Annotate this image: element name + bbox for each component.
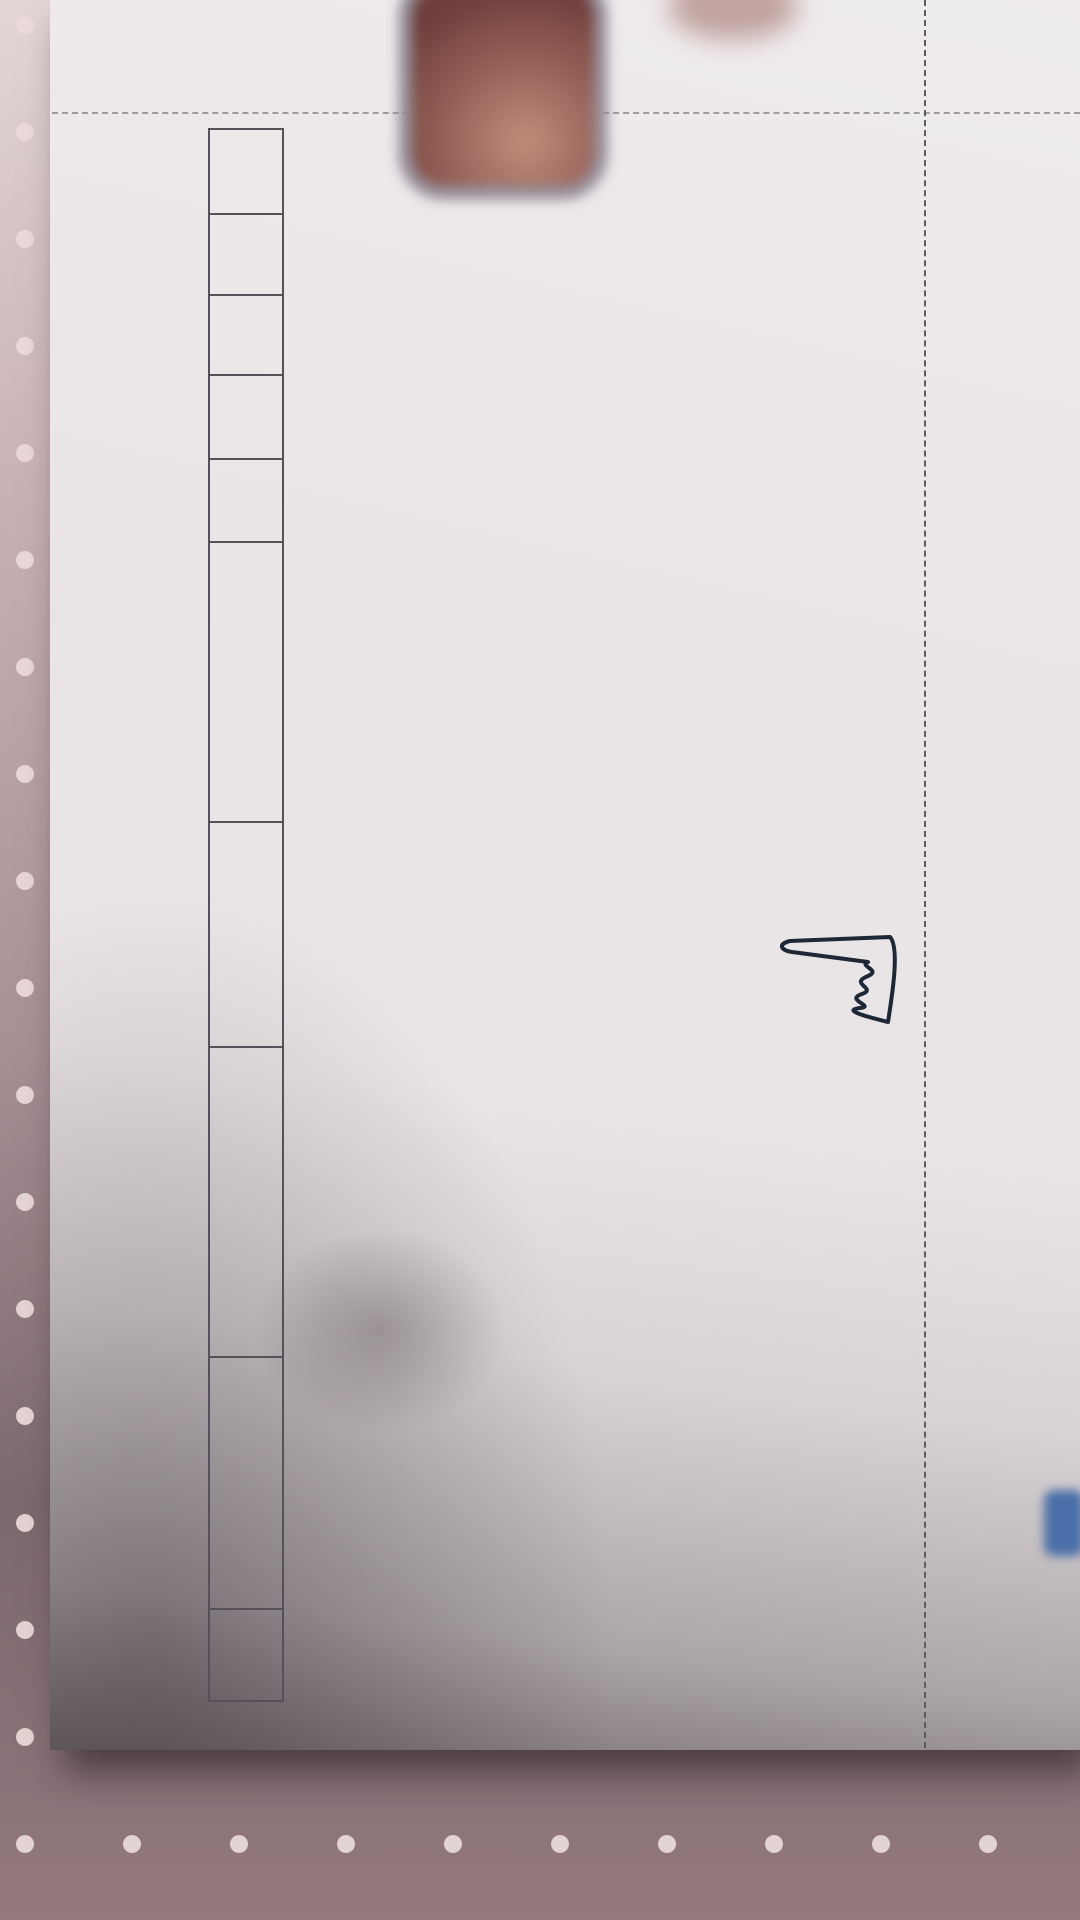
header-cell-seq (209, 1609, 283, 1701)
header-cell-out (209, 542, 283, 822)
table-header-row (209, 129, 283, 1701)
header-cell-warehouse (209, 129, 283, 214)
blue-object (1044, 1490, 1080, 1556)
page-break-perforation (924, 0, 926, 1748)
header-cell-boxes (209, 375, 283, 459)
transfer-table (208, 128, 284, 1702)
header-cell-orderno (209, 1047, 283, 1357)
signature-scribble (772, 916, 912, 1036)
header-cell-in (209, 822, 283, 1047)
header-cell-pieces (209, 459, 283, 542)
header-cell-selfno (209, 1357, 283, 1609)
header-cell-type (209, 214, 283, 295)
finger-over-paper (398, 0, 608, 200)
header-cell-route (209, 295, 283, 375)
